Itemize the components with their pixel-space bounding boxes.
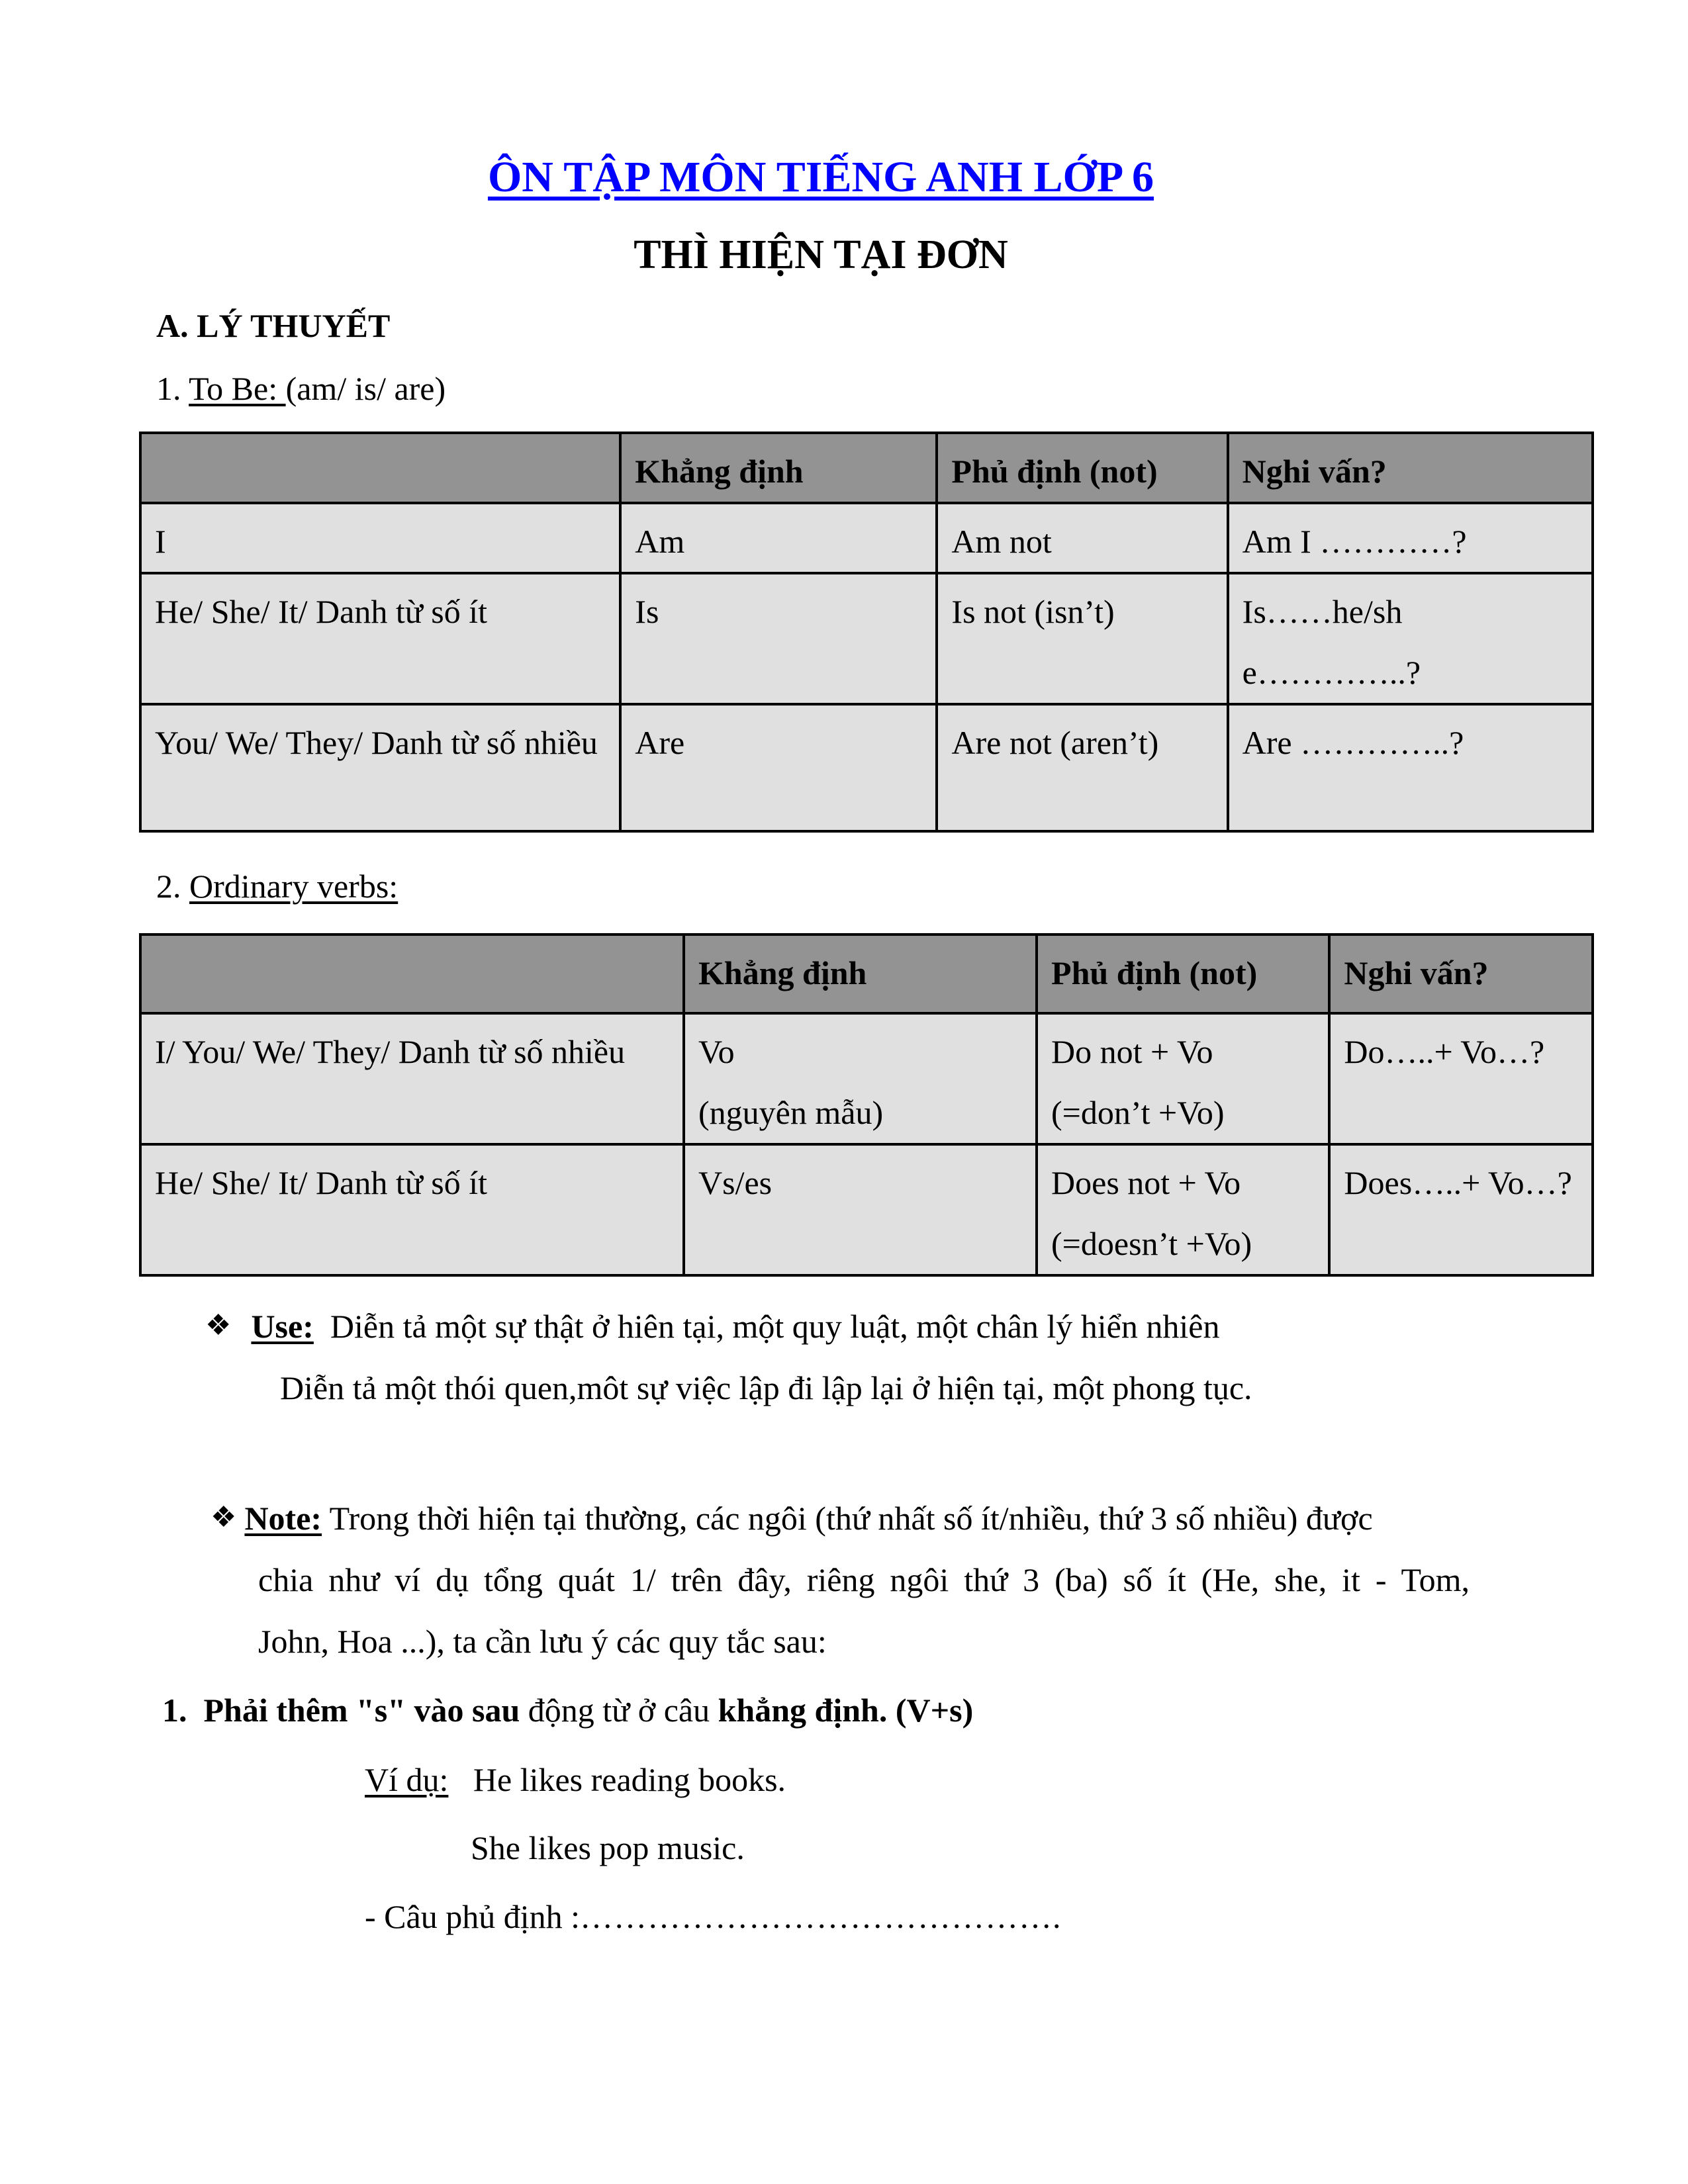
table-cell: Does…..+ Vo…? <box>1329 1144 1593 1275</box>
item-note: (am/ is/ are) <box>285 370 446 407</box>
diamond-bullet-icon: ❖ <box>211 1501 237 1533</box>
table-cell: You/ We/ They/ Danh từ số nhiều <box>140 704 620 831</box>
item-label: Ordinary verbs: <box>189 868 399 905</box>
table-cell: He/ She/ It/ Danh từ số ít <box>140 1144 684 1275</box>
item-ordinary-verbs-heading <box>156 867 398 905</box>
document-title: ÔN TẬP MÔN TIẾNG ANH LỚP 6 <box>487 153 1154 201</box>
item-to-be-heading <box>156 369 445 408</box>
rule-text-bold: khẳng định. (V+s) <box>718 1692 974 1729</box>
table-cell <box>1037 1013 1329 1144</box>
use-line-1 <box>205 1307 1219 1345</box>
answer-blank[interactable]: ……………………………………. <box>579 1898 1062 1935</box>
table-row <box>140 503 1593 573</box>
cell-line: Do not + Vo <box>1051 1033 1213 1070</box>
item-label: To Be: <box>189 370 286 407</box>
use-label: Use: <box>251 1308 314 1345</box>
table-cell: Do…..+ Vo…? <box>1329 1013 1593 1144</box>
rule-1 <box>162 1691 973 1729</box>
cell-line: (=doesn’t +Vo) <box>1051 1225 1252 1262</box>
section-heading-theory: A. LÝ THUYẾT <box>156 307 391 344</box>
rule-text: động từ ở câu <box>520 1692 718 1729</box>
cell-line: Does not + Vo <box>1051 1164 1241 1201</box>
table-cell <box>684 1013 1037 1144</box>
table-header-row <box>140 433 1593 503</box>
table-cell: He/ She/ It/ Danh từ số ít <box>140 573 620 704</box>
note-text: Trong thời hiện tại thường, các ngôi (thứ nhất số ít/nhiều, thứ 3 số nhiều) được <box>329 1500 1373 1537</box>
table-row <box>140 1013 1593 1144</box>
cell-line: Vo <box>698 1033 735 1070</box>
ordinary-verbs-table <box>139 933 1594 1277</box>
negative-label: - Câu phủ định : <box>365 1898 580 1935</box>
table-cell: Are <box>620 704 937 831</box>
table-cell: I <box>140 503 620 573</box>
table-header-cell: Phủ định (not) <box>937 433 1227 503</box>
table-row <box>140 704 1593 831</box>
negative-sentence-line <box>365 1897 1061 1936</box>
table-header-cell: Nghi vấn? <box>1329 934 1593 1013</box>
table-cell: Am not <box>937 503 1227 573</box>
item-number: 1. <box>156 370 181 407</box>
example-line-1 <box>365 1760 786 1799</box>
table-header-cell: Khẳng định <box>684 934 1037 1013</box>
note-line-1 <box>211 1499 1373 1537</box>
table-cell: Are not (aren’t) <box>937 704 1227 831</box>
table-cell <box>1037 1144 1329 1275</box>
document-subtitle: THÌ HIỆN TẠI ĐƠN <box>633 232 1008 277</box>
table-cell: I/ You/ We/ They/ Danh từ số nhiều <box>140 1013 684 1144</box>
table-cell: Am <box>620 503 937 573</box>
table-header-cell: Phủ định (not) <box>1037 934 1329 1013</box>
diamond-bullet-icon: ❖ <box>205 1309 232 1342</box>
table-cell: Is……he/she…………..? <box>1228 573 1593 704</box>
note-line-2: chia như ví dụ tổng quát 1/ trên đây, riêng ngôi thứ 3 (ba) số ít (He, she, it - Tom, <box>258 1561 1470 1598</box>
table-cell: Am I …………? <box>1228 503 1593 573</box>
example-line-2: She likes pop music. <box>471 1829 745 1866</box>
example-label: Ví dụ: <box>365 1761 449 1798</box>
rule-text-bold: Phải thêm "s" vào sau <box>203 1692 520 1729</box>
example-sentence: He likes reading books. <box>473 1761 786 1798</box>
table-cell: Is <box>620 573 937 704</box>
note-label: Note: <box>244 1500 322 1537</box>
table-cell: Vs/es <box>684 1144 1037 1275</box>
table-header-row <box>140 934 1593 1013</box>
table-cell: Are …………..? <box>1228 704 1593 831</box>
use-line-2: Diễn tả một thói quen,môt sự việc lập đi lập lại ở hiện tại, một phong tục. <box>280 1369 1252 1406</box>
to-be-table <box>139 432 1594 833</box>
table-row <box>140 1144 1593 1275</box>
table-cell: Is not (isn’t) <box>937 573 1227 704</box>
item-number: 2. <box>156 868 181 905</box>
table-header-cell <box>140 934 684 1013</box>
use-text: Diễn tả một sự thật ở hiên tại, một quy luật, một chân lý hiển nhiên <box>330 1308 1220 1345</box>
table-header-cell: Nghi vấn? <box>1228 433 1593 503</box>
note-line-3: John, Hoa ...), ta cần lưu ý các quy tắc sau: <box>258 1623 827 1660</box>
table-row <box>140 573 1593 704</box>
cell-line: (=don’t +Vo) <box>1051 1094 1225 1131</box>
table-header-cell: Khẳng định <box>620 433 937 503</box>
cell-line: (nguyên mẫu) <box>698 1094 884 1131</box>
table-header-cell <box>140 433 620 503</box>
rule-number: 1. <box>162 1692 187 1729</box>
